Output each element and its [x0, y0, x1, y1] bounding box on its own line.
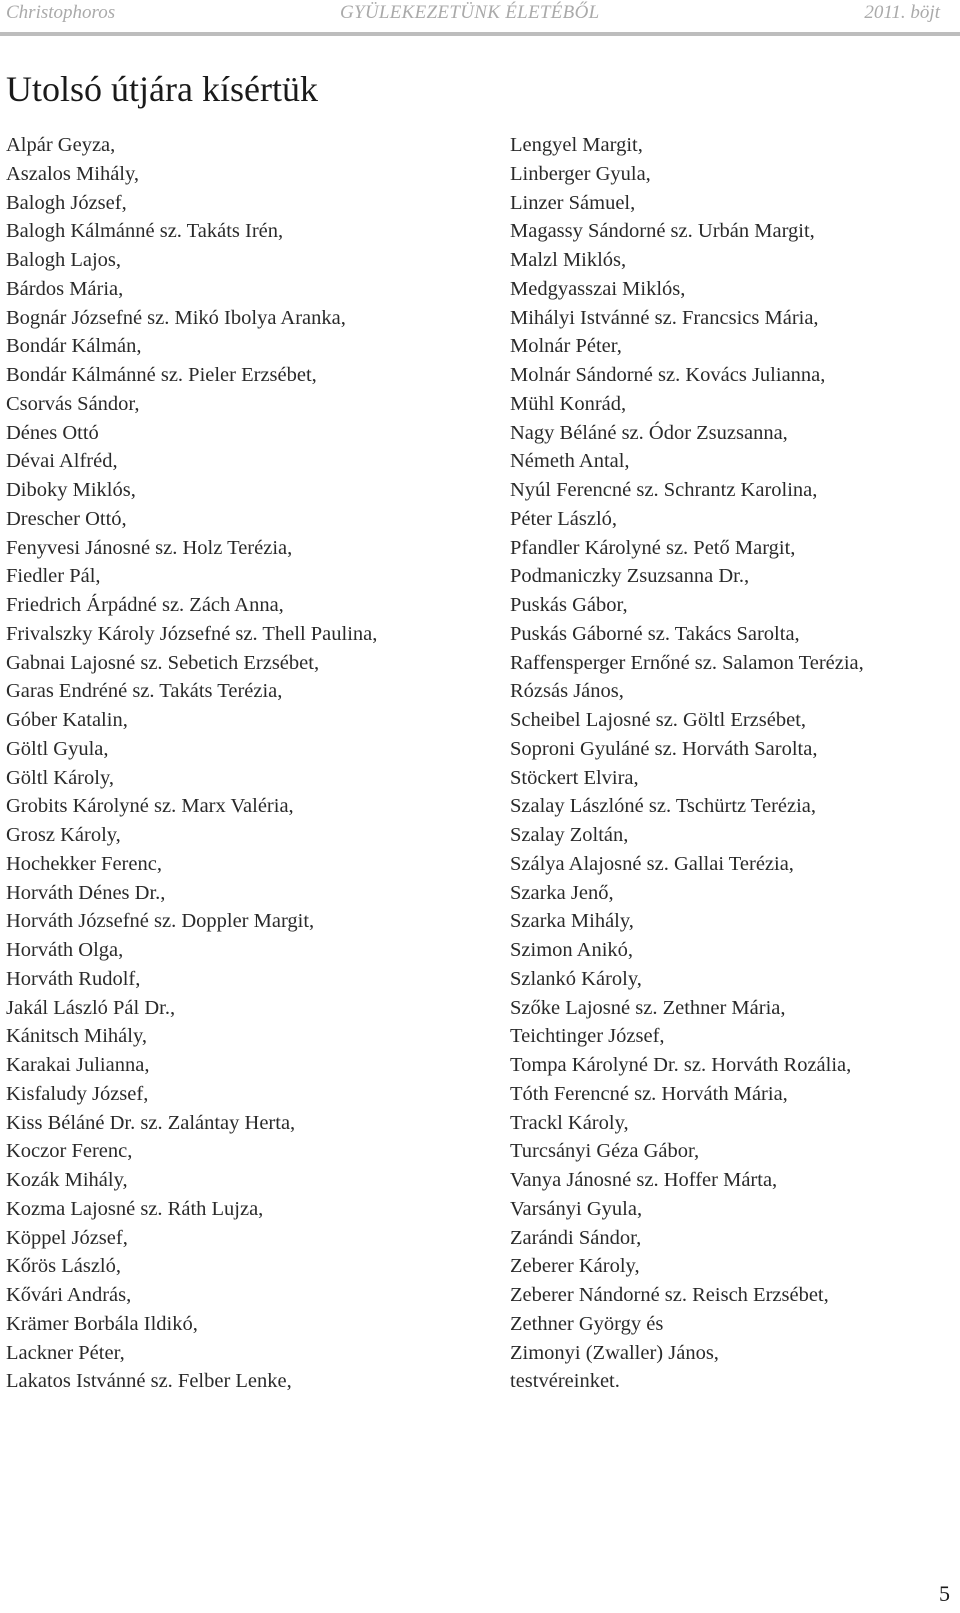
name-entry: Alpár Geyza, — [6, 134, 116, 156]
name-entry: Szálya Alajosné sz. Gallai Terézia, — [510, 852, 794, 875]
name-entry: Zimonyi (Zwaller) János, — [510, 1341, 719, 1364]
page-number: 5 — [939, 1581, 950, 1606]
name-entry: Drescher Ottó, — [6, 507, 127, 530]
name-entry: testvéreinket. — [510, 1370, 620, 1393]
header-section-title: GYÜLEKEZETÜNK ÉLETÉBŐL — [340, 2, 600, 23]
name-entry: Kánitsch Mihály, — [6, 1025, 148, 1048]
name-entry: Gabnai Lajosné sz. Sebetich Erzsébet, — [6, 651, 320, 674]
name-entry: Grosz Károly, — [6, 824, 121, 846]
name-entry: Raffensperger Ernőné sz. Salamon Terézia, — [510, 651, 864, 674]
name-entry: Fenyvesi Jánosné sz. Holz Terézia, — [6, 536, 293, 559]
name-entry: Tompa Károlyné Dr. sz. Horváth Rozália, — [510, 1054, 852, 1076]
name-entry: Podmaniczky Zsuzsanna Dr., — [510, 565, 750, 588]
name-entry: Medgyasszai Miklós, — [510, 277, 686, 300]
name-entry: Karakai Julianna, — [6, 1054, 150, 1076]
name-entry: Dénes Ottó — [6, 421, 99, 444]
name-entry: Zeberer Nándorné sz. Reisch Erzsébet, — [510, 1284, 829, 1306]
name-entry: Mühl Konrád, — [510, 392, 627, 415]
name-entry: Kiss Béláné Dr. sz. Zalántay Herta, — [6, 1111, 296, 1134]
name-entry: Balogh József, — [6, 191, 127, 214]
name-entry: Jakál László Pál Dr., — [6, 996, 176, 1019]
name-entry: Fiedler Pál, — [6, 565, 101, 588]
name-entry: Molnár Péter, — [510, 335, 622, 358]
name-entry: Zethner György és — [510, 1312, 664, 1335]
name-entry: Horváth Olga, — [6, 939, 124, 961]
name-entry: Stöckert Elvira, — [510, 766, 639, 789]
name-entry: Balogh Lajos, — [6, 249, 122, 271]
name-entry: Vanya Jánosné sz. Hoffer Márta, — [510, 1169, 778, 1191]
header-publication-name: Christophoros — [6, 2, 116, 23]
name-entry: Bondár Kálmánné sz. Pieler Erzsébet, — [6, 364, 317, 386]
name-entry: Turcsányi Géza Gábor, — [510, 1140, 700, 1163]
name-entry: Tóth Ferencné sz. Horváth Mária, — [510, 1082, 788, 1105]
name-entry: Molnár Sándorné sz. Kovács Julianna, — [510, 364, 826, 386]
name-entry: Aszalos Mihály, — [6, 162, 140, 185]
name-entry: Bondár Kálmán, — [6, 335, 142, 358]
name-entry: Zeberer Károly, — [510, 1255, 640, 1278]
name-entry: Linberger Gyula, — [510, 162, 651, 185]
name-entry: Pfandler Károlyné sz. Pető Margit, — [510, 536, 796, 559]
name-entry: Horváth Józsefné sz. Doppler Margit, — [6, 910, 315, 933]
name-entry: Grobits Károlyné sz. Marx Valéria, — [6, 795, 294, 818]
name-entry: Szarka Mihály, — [510, 910, 634, 933]
name-entry: Nagy Béláné sz. Ódor Zsuzsanna, — [510, 421, 788, 444]
name-entry: Bognár Józsefné sz. Mikó Ibolya Aranka, — [6, 306, 346, 329]
name-entry: Kozma Lajosné sz. Ráth Lujza, — [6, 1197, 264, 1220]
name-entry: Linzer Sámuel, — [510, 191, 636, 214]
name-entry: Kővári András, — [6, 1284, 132, 1306]
name-entry: Kőrös László, — [6, 1255, 122, 1278]
name-entry: Koczor Ferenc, — [6, 1140, 133, 1163]
name-entry: Krämer Borbála Ildikó, — [6, 1312, 198, 1335]
name-entry: Friedrich Árpádné sz. Zách Anna, — [6, 594, 284, 616]
name-entry: Mihályi Istvánné sz. Francsics Mária, — [510, 306, 819, 329]
name-entry: Kozák Mihály, — [6, 1169, 128, 1191]
name-entry: Horváth Rudolf, — [6, 967, 141, 990]
name-entry: Horváth Dénes Dr., — [6, 881, 166, 904]
name-entry: Garas Endréné sz. Takáts Terézia, — [6, 680, 283, 703]
name-entry: Göltl Gyula, — [6, 737, 109, 760]
name-entry: Németh Antal, — [510, 450, 630, 473]
name-entry: Trackl Károly, — [510, 1111, 629, 1134]
name-entry: Puskás Gábor, — [510, 594, 628, 616]
name-entry: Rózsás János, — [510, 680, 624, 703]
header-divider — [0, 32, 960, 36]
name-entry: Szőke Lajosné sz. Zethner Mária, — [510, 996, 786, 1019]
name-entry: Szalay Lászlóné sz. Tschürtz Terézia, — [510, 795, 817, 818]
names-column-right — [510, 131, 950, 1396]
names-column-left — [6, 131, 450, 1396]
running-header — [0, 0, 960, 36]
header-issue: 2011. böjt — [864, 2, 940, 23]
name-entry: Magassy Sándorné sz. Urbán Margit, — [510, 220, 815, 243]
name-entry: Góber Katalin, — [6, 709, 128, 731]
name-entry: Varsányi Gyula, — [510, 1197, 643, 1220]
name-entry: Péter László, — [510, 507, 618, 530]
name-entry: Lakatos Istvánné sz. Felber Lenke, — [6, 1370, 292, 1393]
name-entry: Nyúl Ferencné sz. Schrantz Karolina, — [510, 479, 818, 501]
name-entry: Teichtinger József, — [510, 1025, 665, 1048]
name-entry: Diboky Miklós, — [6, 479, 136, 501]
name-entry: Soproni Gyuláné sz. Horváth Sarolta, — [510, 737, 818, 760]
name-entry: Malzl Miklós, — [510, 249, 627, 271]
name-entry: Szlankó Károly, — [510, 967, 642, 990]
name-entry: Frivalszky Károly Józsefné sz. Thell Paulina, — [6, 622, 378, 645]
name-entry: Kisfaludy József, — [6, 1082, 149, 1105]
name-entry: Köppel József, — [6, 1226, 128, 1249]
name-entry: Szarka Jenő, — [510, 881, 614, 904]
name-entry: Szalay Zoltán, — [510, 824, 629, 846]
name-entry: Göltl Károly, — [6, 766, 114, 789]
page-title: Utolsó útjára kísértük — [6, 69, 318, 109]
name-entry: Scheibel Lajosné sz. Göltl Erzsébet, — [510, 709, 807, 731]
name-entry: Szimon Anikó, — [510, 939, 634, 961]
name-entry: Lengyel Margit, — [510, 134, 643, 156]
name-entry: Zarándi Sándor, — [510, 1226, 642, 1249]
name-entry: Dévai Alfréd, — [6, 450, 118, 473]
name-entry: Puskás Gáborné sz. Takács Sarolta, — [510, 622, 800, 645]
name-entry: Lackner Péter, — [6, 1341, 125, 1364]
name-entry: Csorvás Sándor, — [6, 392, 140, 415]
name-entry: Hochekker Ferenc, — [6, 852, 162, 875]
name-entry: Bárdos Mária, — [6, 277, 124, 300]
name-entry: Balogh Kálmánné sz. Takáts Irén, — [6, 220, 284, 243]
